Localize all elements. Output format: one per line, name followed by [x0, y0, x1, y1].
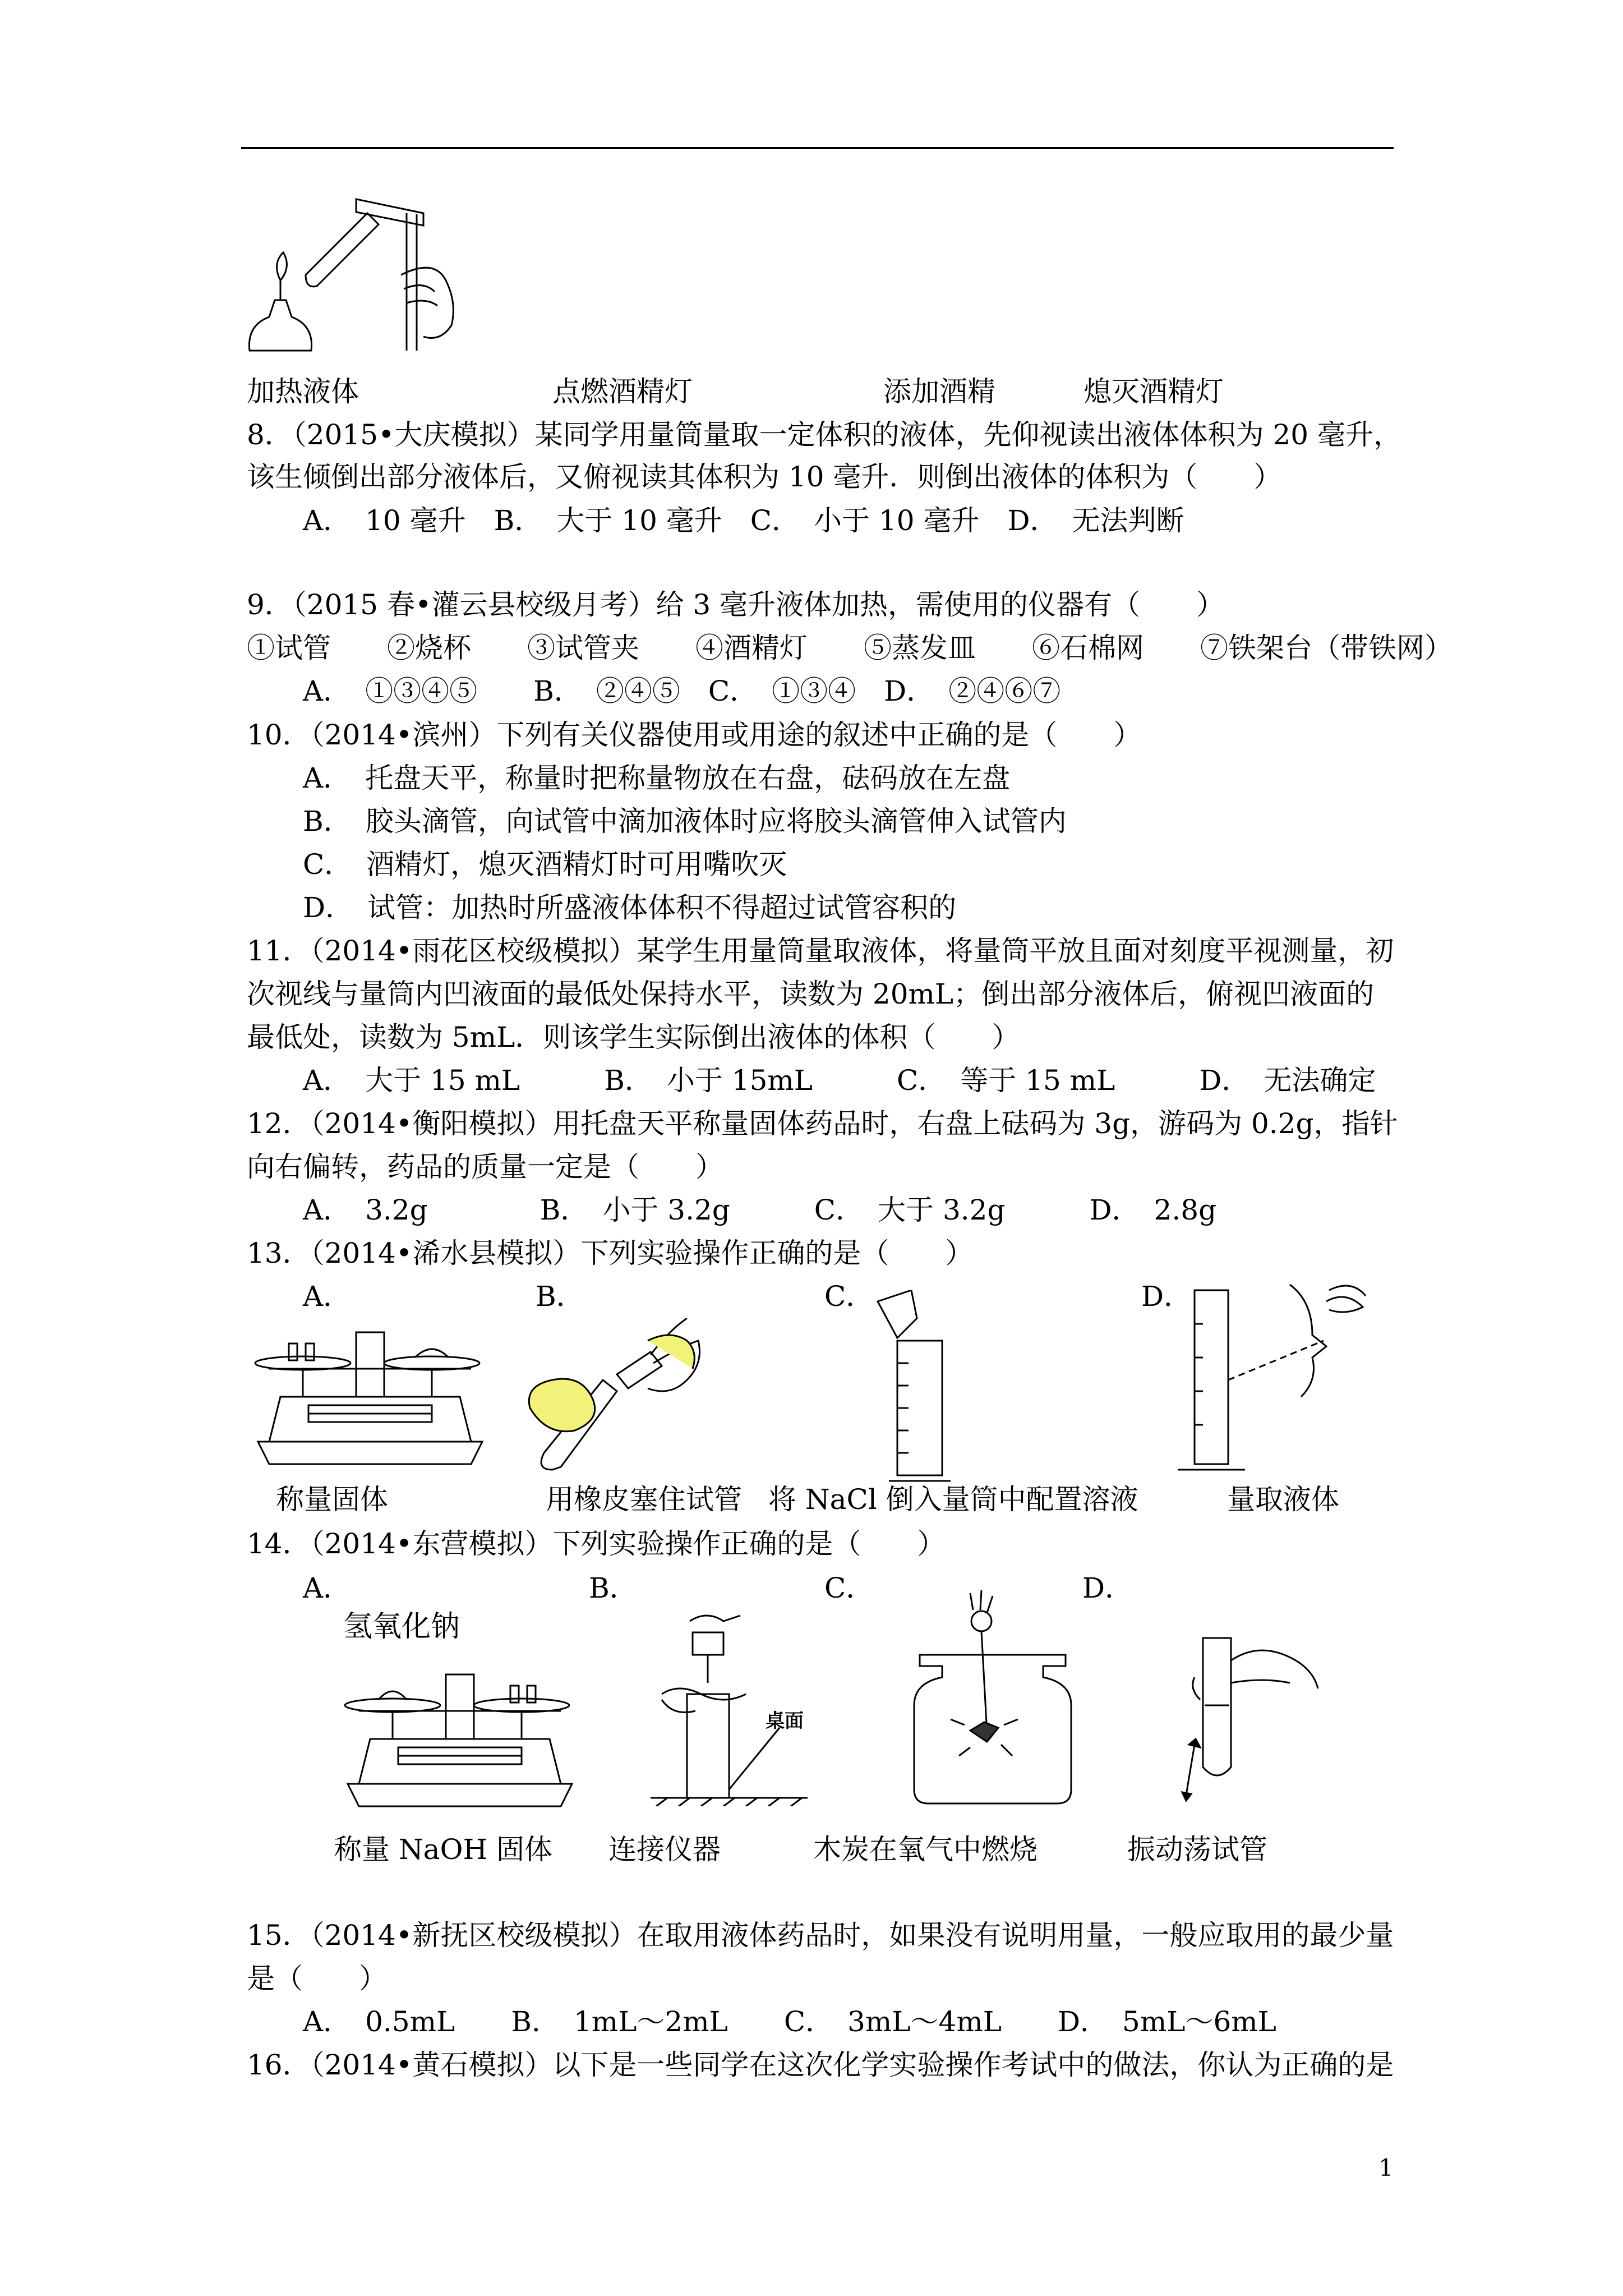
q15-line-1: 15．（2014•新抚区校级模拟）在取用液体药品时，如果没有说明用量，一般应取用的最少量	[247, 1919, 1394, 1952]
q8-line-1: 8．（2015•大庆模拟）某同学用量筒量取一定体积的液体，先仰视读出液体体积为 20 毫升，	[247, 418, 1401, 451]
q16-stem: 16．（2014•黄石模拟）以下是一些同学在这次化学实验操作考试中的做法，你认为正确的是	[247, 2049, 1394, 2081]
q13-caption-a: 称量固体	[276, 1483, 388, 1516]
q14-caption-d: 振动荡试管	[1127, 1833, 1267, 1866]
q13-letter-a: A．	[303, 1280, 352, 1313]
q14-connect-figure	[639, 1610, 819, 1806]
q13-reading-figure	[1166, 1268, 1368, 1481]
q14-caption-a: 称量 NaOH 固体	[334, 1833, 552, 1866]
q13-cylinder-figure	[844, 1290, 967, 1487]
q9-items: ①试管 ②烧杯 ③试管夹 ④酒精灯 ⑤蒸发皿 ⑥石棉网 ⑦铁架台（带铁网）	[247, 632, 1453, 664]
q15-line-2: 是（ ）	[247, 1962, 387, 1995]
top-caption-4: 熄灭酒精灯	[1083, 375, 1224, 408]
q14-letter-b: B．	[589, 1572, 638, 1604]
heating-liquid-figure	[238, 191, 479, 359]
q9-stem: 9．（2015 春•灌云县校级月考）给 3 毫升液体加热，需使用的仪器有（ ）	[247, 588, 1225, 621]
q8-line-2: 该生倾倒出部分液体后，又俯视读其体积为 10 毫升．则倒出液体的体积为（ ）	[247, 461, 1282, 493]
q14-letter-d: D．	[1082, 1572, 1133, 1604]
q10-option-d: D． 试管：加热时所盛液体体积不得超过试管容积的	[303, 891, 957, 924]
q14-naoh-balance-figure	[336, 1610, 583, 1812]
q14-charcoal-figure	[909, 1588, 1077, 1806]
q13-letter-d: D．	[1141, 1280, 1192, 1313]
q11-line-1: 11．（2014•雨花区校级模拟）某学生用量筒量取液体，将量筒平放且面对刻度平视测量，初	[247, 935, 1394, 967]
q13-caption-d: 量取液体	[1227, 1483, 1339, 1516]
q14-shake-figure	[1155, 1627, 1324, 1806]
q11-options: A． 大于 15 mL B． 小于 15mL C． 等于 15 mL D． 无法确定	[303, 1064, 1376, 1097]
q9-options: A． ①③④⑤ B． ②④⑤ C． ①③④ D． ②④⑥⑦	[303, 675, 1061, 707]
q10-option-c: C． 酒精灯，熄灭酒精灯时可用嘴吹灭	[303, 848, 787, 881]
top-caption-3: 添加酒精	[883, 375, 995, 408]
q14-caption-c: 木炭在氧气中燃烧	[813, 1833, 1038, 1866]
q13-stopper-figure	[519, 1318, 709, 1481]
q14-stem: 14．（2014•东营模拟）下列实验操作正确的是（ ）	[247, 1527, 946, 1560]
top-caption-2: 点燃酒精灯	[552, 375, 693, 408]
q10-option-b: B． 胶头滴管，向试管中滴加液体时应将胶头滴管伸入试管内	[303, 805, 1067, 838]
q14-caption-b: 连接仪器	[608, 1833, 721, 1866]
q11-line-2: 次视线与量筒内凹液面的最低处保持水平，读数为 20mL；倒出部分液体后，俯视凹液面的	[247, 978, 1375, 1010]
q8-options: A． 10 毫升 B． 大于 10 毫升 C． 小于 10 毫升 D． 无法判断	[303, 504, 1184, 537]
top-caption-1: 加热液体	[247, 375, 359, 408]
q13-caption-b: 用橡皮塞住试管	[546, 1483, 742, 1516]
q10-stem: 10．（2014•滨州）下列有关仪器使用或用途的叙述中正确的是（ ）	[247, 719, 1142, 751]
q14-naoh-label: 氢氧化钠	[343, 1610, 460, 1644]
q12-options: A． 3.2g B． 小于 3.2g C． 大于 3.2g D． 2.8g	[303, 1194, 1217, 1226]
q13-balance-figure	[247, 1313, 494, 1470]
page-number: 1	[1378, 2154, 1394, 2182]
q13-caption-c: 将 NaCl 倒入量筒中配置溶液	[768, 1483, 1138, 1516]
q14-letter-a: A．	[303, 1572, 352, 1604]
q14-letter-c: C．	[824, 1572, 874, 1604]
q10-option-a: A． 托盘天平，称量时把称量物放在右盘，砝码放在左盘	[303, 762, 1011, 794]
q13-stem: 13．（2014•浠水县模拟）下列实验操作正确的是（ ）	[247, 1237, 974, 1269]
q13-letter-b: B．	[536, 1280, 584, 1313]
q12-line-2: 向右偏转，药品的质量一定是（ ）	[247, 1151, 723, 1183]
q14-desk-label: 桌面	[766, 1710, 804, 1732]
q11-line-3: 最低处，读数为 5mL．则该学生实际倒出液体的体积（ ）	[247, 1021, 1020, 1053]
q15-options: A． 0.5mL B． 1mL～2mL C． 3mL～4mL D． 5mL～6mL	[303, 2005, 1276, 2038]
header-rule	[241, 147, 1394, 149]
q12-line-1: 12．（2014•衡阳模拟）用托盘天平称量固体药品时，右盘上砝码为 3g，游码为 0.2g，指针	[247, 1107, 1398, 1140]
q13-letter-c: C．	[824, 1280, 874, 1313]
